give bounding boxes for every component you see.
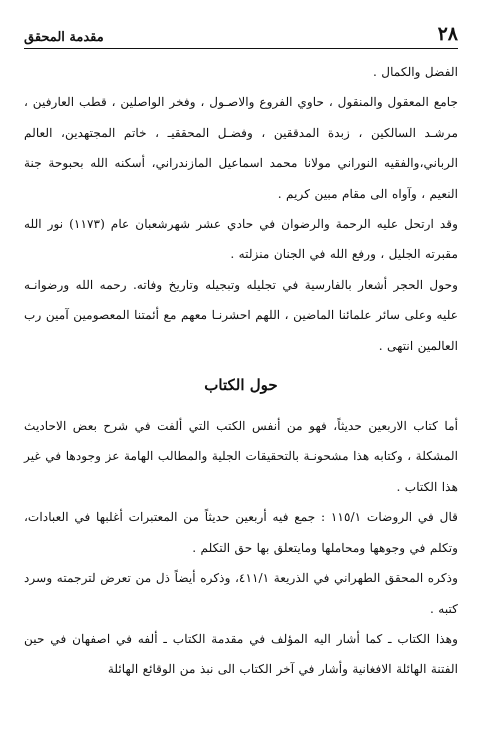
paragraph-isfahan-context: وهذا الكتاب ـ كما أشار اليه المؤلف في مقدمة الكتاب ـ ألفه في اصفهان في حين الفتنة الهائلة الافغانية وأشار في آخر الكتاب الى نبذ من الوقائع الهائلة: [24, 631, 458, 677]
paragraph-about-book: أما كتاب الاربعين حديثاً، فهو من أنفس الكتب التي ألفت في شرح بعض الاحاديث المشكلة ، وكتابه هذا مشحونـة بالتحقيقات الجلية والمطالب الهامة عز وجودها في غير هذا الكتاب .: [24, 419, 458, 494]
paragraph-closing-line: الفضل والكمال .: [372, 65, 458, 79]
section-heading: حول الكتاب: [204, 376, 278, 395]
paragraph-tombstone-poems: وحول الحجر أشعار بالفارسية في تجليله وتبجيله وتاريخ وفاته. رحمه الله ورضوانـه عليه وعلى سائر علمائنا الماضين ، اللهم احشرنـا معهم مع أئمتنا المعصومين آمين رب العالمين انتهى .: [24, 277, 458, 353]
page-number: ٢٨: [437, 23, 458, 45]
page-header: [24, 14, 458, 49]
document-page: [24, 14, 458, 728]
paragraph-rawdat-quote: قال في الروضات ١١٥/١ : جمع فيه أربعين حديثاً من المعتبرات أغلبها في العبادات، وتكلم في وجوهها ومحاملها ومايتعلق بها حق التكلم .: [24, 510, 459, 555]
paragraph-dharia-reference: وذكره المحقق الطهراني في الذريعة ٤١١/١، وذكره أيضاً ذل من تعرض لترجمته وسرد كتبه .: [24, 571, 458, 616]
page-body: [24, 57, 458, 685]
paragraph-death-date: وقد ارتحل عليه الرحمة والرضوان في حادي عشر شهرشعبان عام (١١٧٣) نور الله مقبرته الجليل ، ورفع الله في الجنان منزلته .: [24, 217, 458, 262]
paragraph-author-titles: جامع المعقول والمنقول ، حاوي الفروع والاصـول ، وفخر الواصلين ، قطب العارفين ، مرشـد السالكين ، زبدة المدققين ، وفضـل المحققيـ ، خاتم المجتهدين، العالم الرباني،والفقيه النوراني مولانا محمد اسماعيل المازندراني، أسكنه الله بحبوحة جنة النعيم ، وآواه الى مقام مبين كريم .: [24, 95, 458, 201]
running-title: مقدمة المحقق: [24, 30, 104, 45]
